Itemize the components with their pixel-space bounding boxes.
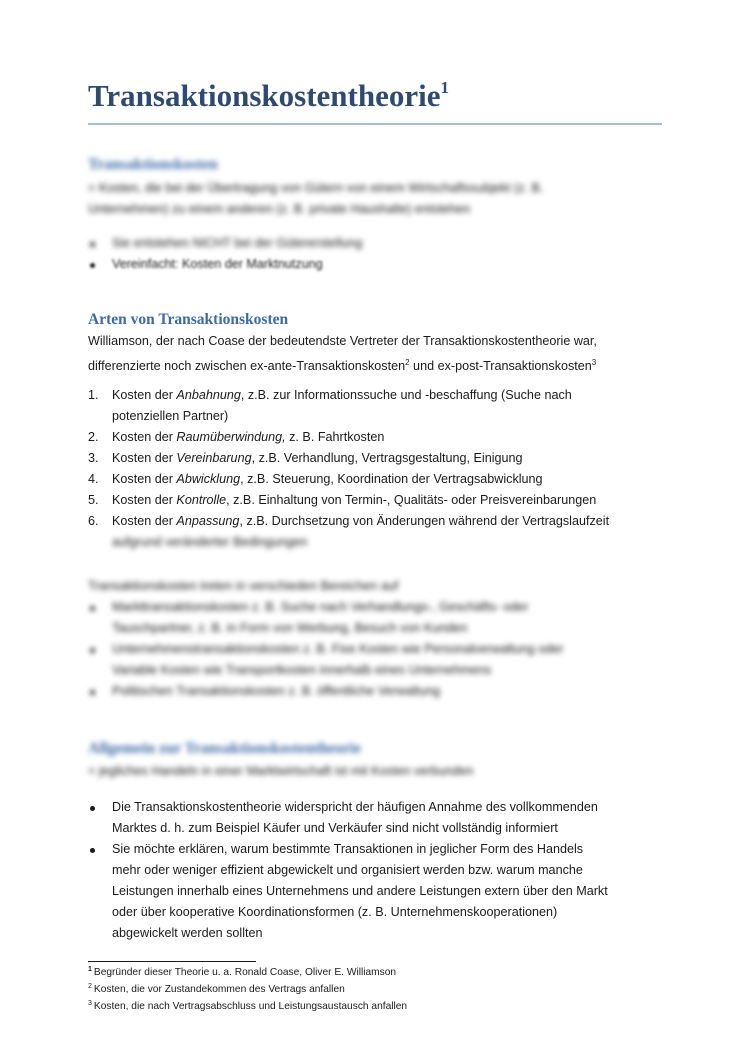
list-item-continuation: abgewickelt werden sollten <box>112 926 263 940</box>
heading-arten: Arten von Transaktionskosten <box>88 311 289 328</box>
list-number: 5. <box>88 493 99 507</box>
emphasis: Kontrolle <box>176 493 227 507</box>
list-item: 1. Kosten der Anbahnung, z.B. zur Informationssuche und -beschaffung (Suche nach <box>88 385 668 406</box>
intro-line-2a: differenzierte noch zwischen ex-ante-Transaktionskosten <box>88 359 406 373</box>
footnote-1: $^1$ Begründer dieser Theorie u. a. Ronald Coase, Oliver E. Williamson <box>88 966 397 978</box>
list-item-continuation: aufgrund veränderter Bedingungen <box>112 535 308 549</box>
list-number: 1. <box>88 388 99 402</box>
bullet-list-transaktionskosten <box>88 233 668 275</box>
definition-line-2: Unternehmen) zu einem anderen (z. B. private Haushalte) entstehen <box>88 202 471 216</box>
bullet-dot <box>90 806 95 811</box>
definition-allgemein: = jegliches Handeln in einer Marktwirtschaft ist mit Kosten verbunden <box>88 764 474 778</box>
list-number: 3. <box>88 451 99 465</box>
list-item: Unternehmenstransaktionskosten z. B. Fixe Kosten wie Personalverwaltung oder <box>88 639 668 660</box>
bereiche-intro: Transaktionskosten treten in verschieden Bereichen auf <box>88 579 399 593</box>
page-title <box>88 78 449 114</box>
list-item-continuation: Leistungen innerhalb eines Unternehmens und andere Leistungen extern über den Markt <box>112 884 608 898</box>
definition-line-1: = Kosten, die bei der Übertragung von Gütern von einem Wirtschaftssubjekt (z. B. <box>88 181 544 195</box>
list-item-continuation: Variable Kosten wie Transportkosten innerhalb eines Unternehmens <box>112 663 492 677</box>
list-item-continuation: oder über kooperative Koordinationsformen (z. B. Unternehmenskooperationen) <box>112 905 558 919</box>
emphasis: Abwicklung <box>176 472 241 486</box>
list-item: 2. Kosten der Raumüberwindung, z. B. Fahrtkosten <box>88 427 668 448</box>
emphasis: Anbahnung <box>176 388 241 402</box>
bullet-dot <box>90 606 95 611</box>
list-item: 4. Kosten der Abwicklung, z.B. Steuerung, Koordination der Vertragsabwicklung <box>88 469 668 490</box>
bullet-dot <box>90 648 95 653</box>
bullet-dot <box>90 848 95 853</box>
list-number: 2. <box>88 430 99 444</box>
footnote-ref-3: 3 <box>591 358 597 367</box>
intro-paragraph <box>88 331 668 377</box>
emphasis: Anpassung <box>176 514 240 528</box>
list-item: Markttransaktionskosten z. B. Suche nach Verhandlungs-, Geschäfts- oder <box>88 597 668 618</box>
list-number: 4. <box>88 472 99 486</box>
list-item: Die Transaktionskostentheorie widerspricht der häufigen Annahme des vollkommenden <box>88 797 668 818</box>
list-item-continuation: Tauschpartner, z. B. in Form von Werbung, Besuch von Kunden <box>112 621 468 635</box>
bullet-list-allgemein <box>88 797 668 944</box>
list-item-continuation: mehr oder weniger effizient abgewickelt und organisiert werden bzw. warum manche <box>112 863 583 877</box>
title-underline <box>88 123 662 125</box>
emphasis: Vereinbarung <box>176 451 252 465</box>
heading-allgemein: Allgemein zur Transaktionskostentheorie <box>88 740 361 757</box>
list-item: 3. Kosten der Vereinbarung, z.B. Verhandlung, Vertragsgestaltung, Einigung <box>88 448 668 469</box>
definition-transaktionskosten <box>88 178 668 220</box>
numbered-list-kostenarten <box>88 385 668 553</box>
emphasis: Raumüberwindung, <box>176 430 286 444</box>
heading-transaktionskosten: Transaktionskosten <box>88 156 218 173</box>
page-title-text: Transaktionskostentheorie <box>88 78 441 113</box>
list-number: 6. <box>88 514 99 528</box>
list-item-continuation: potenziellen Partner) <box>112 409 229 423</box>
footnote-3: $^3$ Kosten, die nach Vertragsabschluss und Leistungsaustausch anfallen <box>88 1000 408 1012</box>
list-item-continuation: Marktes d. h. zum Beispiel Käufer und Verkäufer sind nicht vollständig informiert <box>112 821 558 835</box>
bullet-dot <box>90 242 95 247</box>
bullet-list-bereiche <box>88 597 668 702</box>
footnote-ref-2: 2 <box>405 358 410 367</box>
list-item: Sie möchte erklären, warum bestimmte Transaktionen in jeglicher Form des Handels <box>88 839 668 860</box>
bullet-dot <box>90 263 95 268</box>
footnote-separator <box>88 961 256 962</box>
footnote-2: $^2$ Kosten, die vor Zustandekommen des Vertrags anfallen <box>88 983 345 995</box>
list-item <box>88 233 668 254</box>
bullet-dot <box>90 690 95 695</box>
title-footnote-ref: 1 <box>440 78 450 97</box>
intro-line-1: Williamson, der nach Coase der bedeutendste Vertreter der Transaktionskostentheorie war, <box>88 334 597 348</box>
list-item-text: Sie entstehen NICHT bei der Gütererstellung <box>112 236 363 250</box>
list-item-text: Vereinfacht: Kosten der Marktnutzung <box>112 257 323 271</box>
list-item <box>88 254 668 275</box>
list-item: Politischen Transaktionskosten z. B. öffentliche Verwaltung <box>88 681 668 702</box>
intro-line-2b: und ex-post-Transaktionskosten <box>409 359 592 373</box>
list-item: 5. Kosten der Kontrolle, z.B. Einhaltung von Termin-, Qualitäts- oder Preisvereinbarungen <box>88 490 668 511</box>
list-item: 6. Kosten der Anpassung, z.B. Durchsetzung von Änderungen während der Vertragslaufzeit <box>88 511 668 532</box>
